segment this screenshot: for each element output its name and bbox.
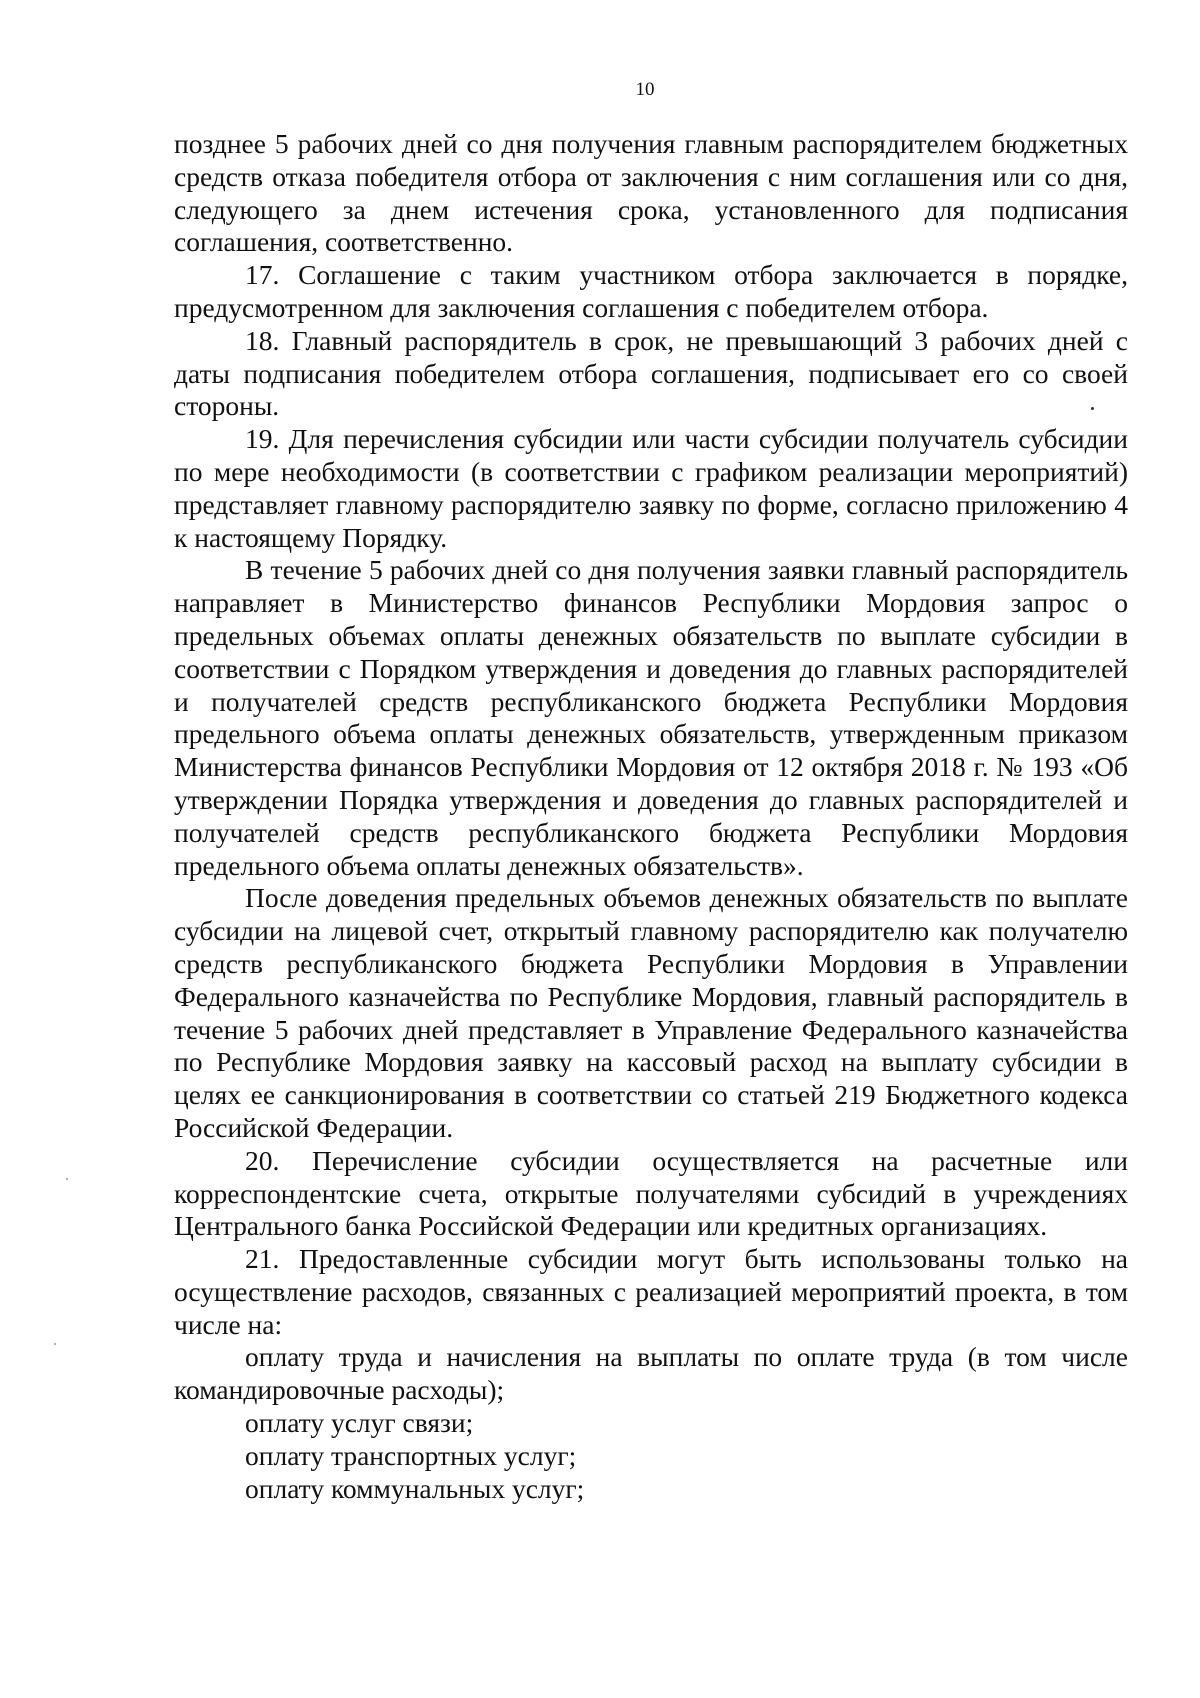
scan-speck	[66, 1178, 68, 1180]
list-item-transport: оплату транспортных услуг;	[245, 1439, 577, 1471]
document-body	[174, 128, 1128, 1505]
paragraph-17: 17. Соглашение с таким участником отбора заключается в порядке, предусмотренном для заключения соглашения с победителем отбора.	[174, 259, 1128, 323]
list-item-utilities: оплату коммунальных услуг;	[245, 1472, 585, 1504]
paragraph-20: 20. Перечисление субсидии осуществляется на расчетные или корреспондентские счета, открытые получателями субсидий в учреждениях Центрального банка Российской Федерации или кредитных организациях.	[174, 1144, 1128, 1242]
paragraph-21: 21. Предоставленные субсидии могут быть использованы только на осуществление расходов, связанных с реализацией мероприятий проекта, в том числе на:	[174, 1243, 1128, 1340]
paragraph-18: 18. Главный распорядитель в срок, не превышающий 3 рабочих дней с даты подписания победителем отбора соглашения, подписывает его со своей стороны.	[174, 324, 1128, 422]
page-number: 10	[635, 79, 655, 100]
paragraph-19-request: В течение 5 рабочих дней со дня получения заявки главный распорядитель направляет в Министерство финансов Республики Мордовия запрос о предельных объемах оплаты денежных обязательств по выплате субсидии в соответствии с Порядком утверждения и доведения до главных распорядителей и получателей средств республиканского бюджета Республики Мордовия предельного объема оплаты денежных обязательств, утвержденным приказом Министерства финансов Республики Мордовия от 12 октября 2018 г. № 193 «Об утверждении Порядка утверждения и доведения до главных распорядителей и получателей средств республиканского бюджета Республики Мордовия предельного объема оплаты денежных обязательств».	[174, 554, 1128, 881]
paragraph-19: 19. Для перечисления субсидии или части субсидии получатель субсидии по мере необходимости (в соответствии с графиком реализации мероприятий) представляет главному распорядителю заявку по форме, согласно приложению 4 к настоящему Порядку.	[174, 423, 1128, 553]
list-item-labor: оплату труда и начисления на выплаты по оплате труда (в том числе командировочные расходы);	[174, 1341, 1128, 1406]
paragraph-continuation: позднее 5 рабочих дней со дня получения главным распорядителем бюджетных средств отказа победителя отбора от заключения с ним соглашения или со дня, следующего за днем истечения срока, установленного для подписания соглашения, соответственно.	[174, 128, 1128, 258]
scan-speck	[54, 1343, 56, 1345]
list-item-communications: оплату услуг связи;	[245, 1407, 474, 1439]
paragraph-19-treasury: После доведения предельных объемов денежных обязательств по выплате субсидии на лицевой счет, открытый главному распорядителю как получателю средств республиканского бюджета Республики Мордовия в Управлении Федерального казначейства по Республике Мордовия, главный распорядитель в течение 5 рабочих дней представляет в Управление Федерального казначейства по Республике Мордовия заявку на кассовый расход на выплату субсидии в целях ее санкционирования в соответствии со статьей 219 Бюджетного кодекса Российской Федерации.	[174, 882, 1128, 1143]
scan-speck	[1091, 407, 1094, 410]
